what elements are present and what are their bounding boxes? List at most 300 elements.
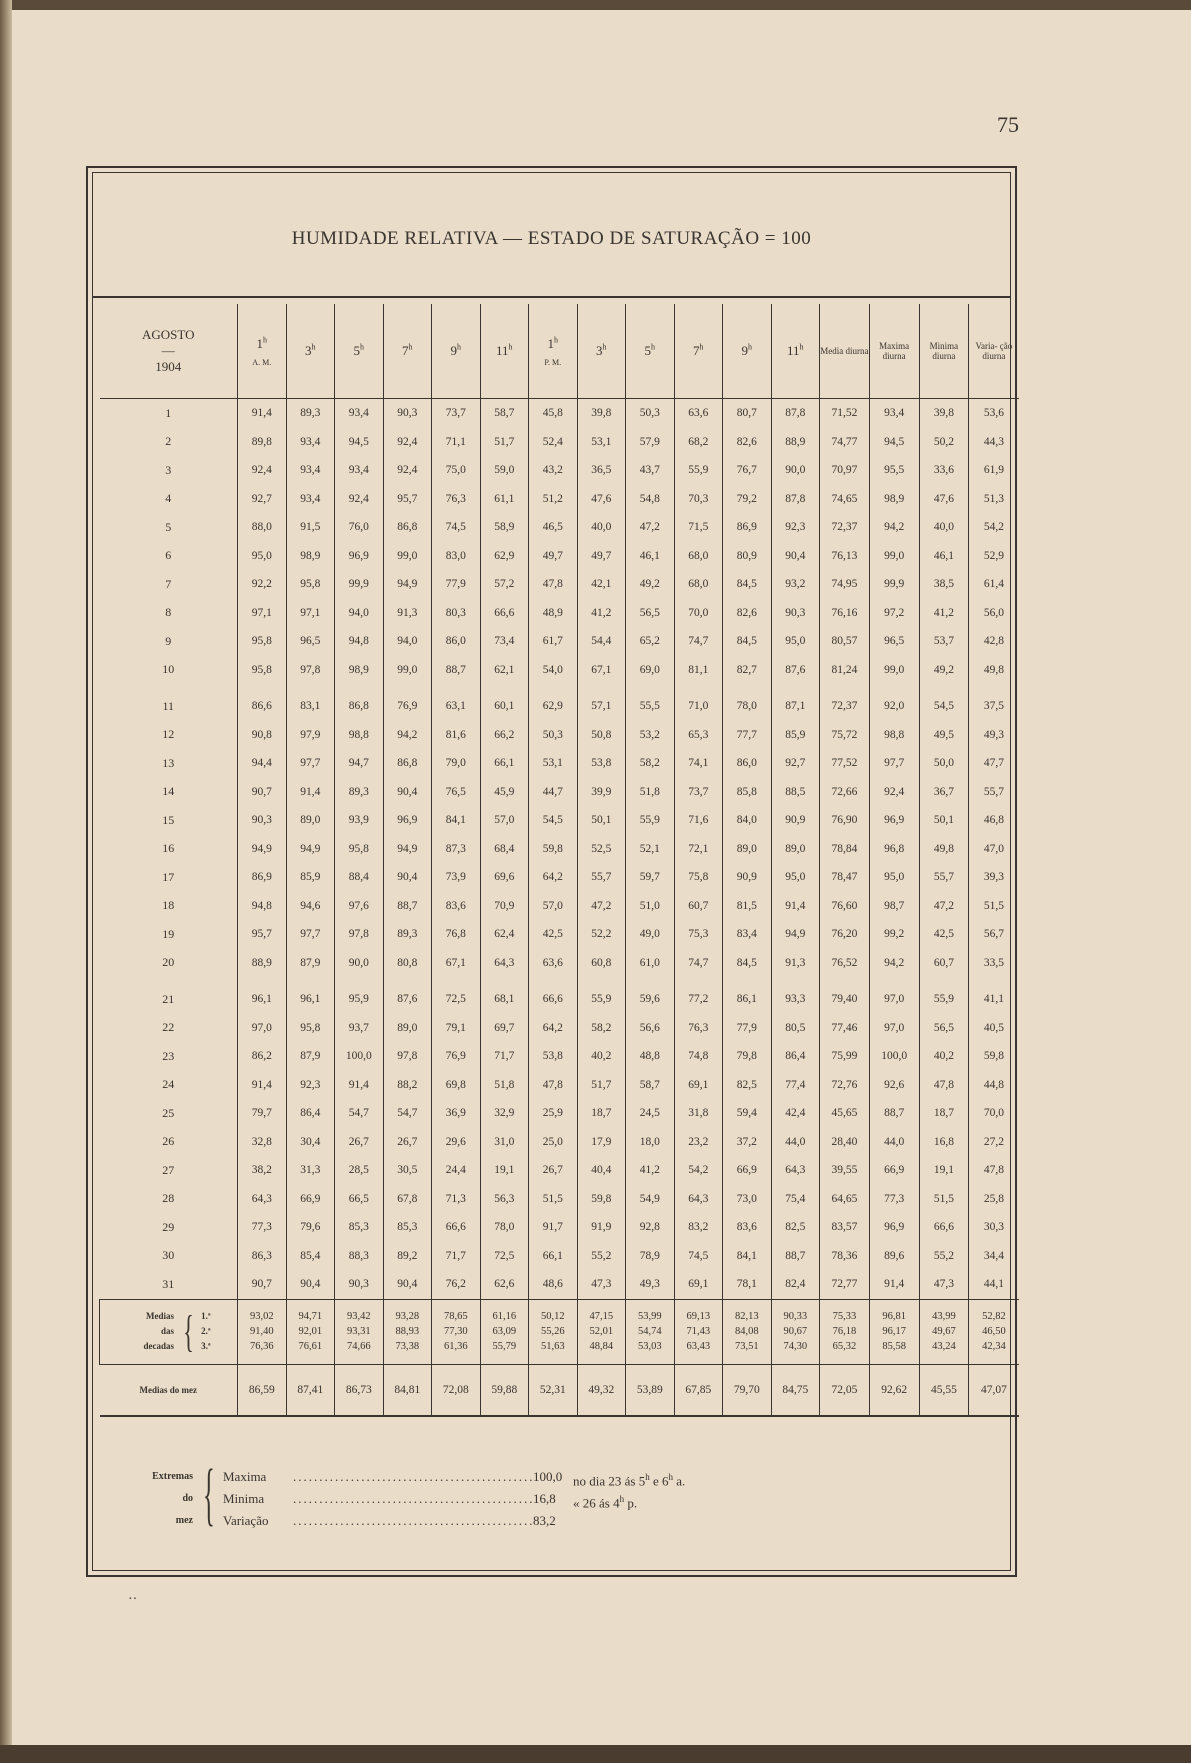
value-cell: 41,2 <box>626 1156 675 1185</box>
value-cell: 96,9 <box>869 806 919 835</box>
extremes-label-line: mez <box>175 1515 193 1526</box>
value-cell: 75,0 <box>432 456 481 485</box>
value-cell: 82,4 <box>771 1270 820 1299</box>
value-cell: 41,2 <box>577 599 626 628</box>
value-cell: 88,9 <box>238 949 287 978</box>
decade-value: 55,26 <box>540 1326 565 1337</box>
value-cell: 86,0 <box>432 627 481 656</box>
value-cell: 79,2 <box>723 485 772 514</box>
value-cell: 73,9 <box>432 863 481 892</box>
value-cell: 86,9 <box>238 863 287 892</box>
value-cell: 83,6 <box>723 1213 772 1242</box>
value-cell: 59,6 <box>626 985 675 1014</box>
value-cell: 90,7 <box>238 1270 287 1299</box>
spacer-cell <box>383 684 432 692</box>
value-cell: 47,6 <box>919 485 969 514</box>
value-cell: 75,72 <box>820 721 870 750</box>
value-cell: 78,9 <box>626 1242 675 1271</box>
value-cell: 61,9 <box>969 456 1019 485</box>
decade-value-cell <box>383 1299 432 1364</box>
year-label: 1904 <box>155 359 182 374</box>
value-cell: 60,7 <box>919 949 969 978</box>
value-cell: 82,6 <box>723 428 772 457</box>
spacer-cell <box>869 977 919 985</box>
value-cell: 42,5 <box>529 920 578 949</box>
value-cell: 61,0 <box>626 949 675 978</box>
spacer-cell <box>286 684 335 692</box>
decade-value: 92,01 <box>298 1326 323 1337</box>
value-cell: 84,5 <box>723 627 772 656</box>
value-cell: 52,9 <box>969 542 1019 571</box>
value-cell: 62,1 <box>480 656 529 685</box>
value-cell: 79,8 <box>723 1042 772 1071</box>
value-cell: 23,2 <box>674 1128 723 1157</box>
value-cell: 95,8 <box>335 835 384 864</box>
day-cell: 24 <box>162 1077 175 1092</box>
value-cell: 86,3 <box>238 1242 287 1271</box>
hour-label: 7$^h$ <box>402 342 413 359</box>
value-cell: 96,5 <box>286 627 335 656</box>
value-cell: 80,8 <box>383 949 432 978</box>
value-cell: 94,2 <box>869 513 919 542</box>
value-cell: 48,6 <box>529 1270 578 1299</box>
value-cell: 51,7 <box>480 428 529 457</box>
value-cell: 97,0 <box>869 1014 919 1043</box>
humidity-table <box>99 304 1019 1417</box>
value-cell: 98,8 <box>869 721 919 750</box>
decade-value: 50,12 <box>540 1311 565 1322</box>
value-cell: 89,3 <box>335 778 384 807</box>
month-header <box>100 304 238 399</box>
value-cell: 97,6 <box>335 892 384 921</box>
table-row <box>100 863 1019 892</box>
value-cell: 93,3 <box>771 985 820 1014</box>
value-cell: 31,8 <box>674 1099 723 1128</box>
extreme-note: no dia 23 ás 5$^h$ e 6$^h$ a. <box>573 1472 686 1489</box>
value-cell: 91,3 <box>383 599 432 628</box>
value-cell: 98,9 <box>286 542 335 571</box>
value-cell: 55,9 <box>577 985 626 1014</box>
value-cell: 94,6 <box>286 892 335 921</box>
value-cell: 91,4 <box>238 1071 287 1100</box>
value-cell: 85,9 <box>286 863 335 892</box>
value-cell: 92,7 <box>238 485 287 514</box>
day-cell: 31 <box>162 1276 175 1291</box>
value-cell: 54,8 <box>626 485 675 514</box>
value-cell: 49,2 <box>919 656 969 685</box>
value-cell: 44,8 <box>969 1071 1019 1100</box>
value-cell: 87,1 <box>771 692 820 721</box>
value-cell: 72,08 <box>432 1364 481 1416</box>
value-cell: 50,3 <box>529 721 578 750</box>
value-cell: 28,40 <box>820 1128 870 1157</box>
value-cell: 81,6 <box>432 721 481 750</box>
decade-ordinal: 1.ª <box>201 1311 211 1321</box>
decade-value-cell <box>820 1299 870 1364</box>
value-cell: 77,9 <box>723 1014 772 1043</box>
value-cell: 72,05 <box>820 1364 870 1416</box>
decade-words <box>106 1309 174 1354</box>
value-cell: 76,13 <box>820 542 870 571</box>
decade-value: 42,34 <box>982 1341 1006 1352</box>
decade-value-cell <box>674 1299 723 1364</box>
value-cell: 55,7 <box>577 863 626 892</box>
value-cell: 40,2 <box>577 1042 626 1071</box>
decade-value: 74,66 <box>346 1341 371 1352</box>
value-cell: 87,8 <box>771 485 820 514</box>
decade-value-cell <box>577 1299 626 1364</box>
value-cell: 95,7 <box>383 485 432 514</box>
value-cell: 75,4 <box>771 1185 820 1214</box>
day-cell: 6 <box>165 548 172 563</box>
value-cell: 97,1 <box>286 599 335 628</box>
value-cell: 72,66 <box>820 778 870 807</box>
value-cell: 85,4 <box>286 1242 335 1271</box>
value-cell: 84,1 <box>723 1242 772 1271</box>
value-cell: 74,77 <box>820 428 870 457</box>
table-inner-frame <box>92 172 1011 1571</box>
value-cell: 49,7 <box>577 542 626 571</box>
value-cell: 47,3 <box>919 1270 969 1299</box>
day-cell: 7 <box>165 576 172 591</box>
value-cell: 73,7 <box>674 778 723 807</box>
value-cell: 83,1 <box>286 692 335 721</box>
value-cell: 97,2 <box>869 599 919 628</box>
value-cell: 90,4 <box>286 1270 335 1299</box>
value-cell: 86,8 <box>335 692 384 721</box>
decade-value: 51,63 <box>540 1341 565 1352</box>
value-cell: 71,1 <box>432 428 481 457</box>
spacer-cell <box>626 684 675 692</box>
value-cell: 95,5 <box>869 456 919 485</box>
decade-value: 77,30 <box>443 1326 468 1337</box>
decade-value: 76,36 <box>249 1341 274 1352</box>
value-cell: 51,8 <box>626 778 675 807</box>
value-cell: 47,2 <box>919 892 969 921</box>
page-number: 75 <box>997 112 1019 137</box>
value-cell: 84,5 <box>723 570 772 599</box>
value-cell: 87,6 <box>383 985 432 1014</box>
decade-value: 91,40 <box>249 1326 274 1337</box>
table-row <box>100 778 1019 807</box>
hour-header <box>480 304 529 399</box>
value-cell: 39,55 <box>820 1156 870 1185</box>
value-cell: 36,9 <box>432 1099 481 1128</box>
value-cell: 99,0 <box>869 656 919 685</box>
value-cell: 52,1 <box>626 835 675 864</box>
value-cell: 43,2 <box>529 456 578 485</box>
value-cell: 76,60 <box>820 892 870 921</box>
value-cell: 76,2 <box>432 1270 481 1299</box>
value-cell: 19,1 <box>480 1156 529 1185</box>
value-cell: 89,6 <box>869 1242 919 1271</box>
decade-value: 93,31 <box>346 1326 371 1337</box>
value-cell: 36,7 <box>919 778 969 807</box>
value-cell: 90,4 <box>383 778 432 807</box>
decade-value: 43,99 <box>932 1311 956 1322</box>
value-cell: 96,9 <box>335 542 384 571</box>
value-cell: 54,2 <box>969 513 1019 542</box>
table-row <box>100 1242 1019 1271</box>
month-dash: — <box>161 343 175 358</box>
spacer-cell <box>626 977 675 985</box>
day-cell: 23 <box>162 1048 175 1063</box>
day-cell: 19 <box>162 926 175 941</box>
value-cell: 81,24 <box>820 656 870 685</box>
extreme-value: 16,8 <box>533 1491 556 1506</box>
table-row <box>100 542 1019 571</box>
extreme-value: 100,0 <box>533 1469 563 1484</box>
value-cell: 92,0 <box>869 692 919 721</box>
value-cell: 94,5 <box>869 428 919 457</box>
value-cell: 24,5 <box>626 1099 675 1128</box>
value-cell: 53,89 <box>626 1364 675 1416</box>
value-cell: 54,0 <box>529 656 578 685</box>
value-cell: 99,0 <box>383 656 432 685</box>
value-cell: 42,4 <box>771 1099 820 1128</box>
value-cell: 46,5 <box>529 513 578 542</box>
value-cell: 70,9 <box>480 892 529 921</box>
value-cell: 90,0 <box>771 456 820 485</box>
value-cell: 90,4 <box>383 1270 432 1299</box>
hour-header <box>432 304 481 399</box>
value-cell: 53,8 <box>529 1042 578 1071</box>
maxima-diurna-header: Maxima diurna <box>869 304 919 399</box>
spacer-cell <box>919 684 969 692</box>
value-cell: 98,9 <box>335 656 384 685</box>
value-cell: 71,6 <box>674 806 723 835</box>
value-cell: 94,5 <box>335 428 384 457</box>
spacer-cell <box>674 977 723 985</box>
extreme-row <box>223 1466 823 1488</box>
value-cell: 18,7 <box>919 1099 969 1128</box>
spacer-cell <box>100 684 238 692</box>
value-cell: 82,5 <box>723 1071 772 1100</box>
decade-value: 82,13 <box>734 1311 759 1322</box>
value-cell: 69,1 <box>674 1071 723 1100</box>
value-cell: 92,4 <box>869 778 919 807</box>
hour-header <box>577 304 626 399</box>
value-cell: 76,20 <box>820 920 870 949</box>
value-cell: 51,7 <box>577 1071 626 1100</box>
table-row <box>100 721 1019 750</box>
table-row <box>100 570 1019 599</box>
value-cell: 71,3 <box>432 1185 481 1214</box>
spacer-cell <box>723 977 772 985</box>
value-cell: 83,2 <box>674 1213 723 1242</box>
decade-value: 54,74 <box>637 1326 662 1337</box>
value-cell: 74,65 <box>820 485 870 514</box>
value-cell: 93,4 <box>286 456 335 485</box>
value-cell: 97,0 <box>238 1014 287 1043</box>
value-cell: 68,0 <box>674 570 723 599</box>
hour-header <box>286 304 335 399</box>
value-cell: 52,4 <box>529 428 578 457</box>
extreme-label: Maxima <box>223 1469 267 1484</box>
hour-label: 7$^h$ <box>693 342 704 359</box>
value-cell: 85,3 <box>383 1213 432 1242</box>
value-cell: 16,8 <box>919 1128 969 1157</box>
decade-value: 74,30 <box>783 1341 808 1352</box>
value-cell: 48,9 <box>529 599 578 628</box>
value-cell: 86,4 <box>286 1099 335 1128</box>
value-cell: 77,3 <box>238 1213 287 1242</box>
extremes-label <box>113 1466 193 1532</box>
value-cell: 50,3 <box>626 399 675 428</box>
value-cell: 93,7 <box>335 1014 384 1043</box>
decade-value: 69,13 <box>686 1311 711 1322</box>
value-cell: 54,7 <box>383 1099 432 1128</box>
value-cell: 66,9 <box>869 1156 919 1185</box>
value-cell: 43,7 <box>626 456 675 485</box>
value-cell: 95,8 <box>286 1014 335 1043</box>
value-cell: 96,8 <box>869 835 919 864</box>
value-cell: 78,47 <box>820 863 870 892</box>
decade-value: 49,67 <box>932 1326 956 1337</box>
value-cell: 39,3 <box>969 863 1019 892</box>
value-cell: 94,7 <box>335 749 384 778</box>
day-cell: 26 <box>162 1134 175 1149</box>
value-cell: 64,2 <box>529 1014 578 1043</box>
day-cell: 13 <box>162 755 175 770</box>
value-cell: 61,4 <box>969 570 1019 599</box>
value-cell: 60,8 <box>577 949 626 978</box>
media-diurna-header: Media diurna <box>820 304 870 399</box>
leader-dots: .............................................. <box>293 1513 535 1528</box>
value-cell: 89,2 <box>383 1242 432 1271</box>
value-cell: 77,9 <box>432 570 481 599</box>
value-cell: 96,9 <box>383 806 432 835</box>
value-cell: 66,9 <box>723 1156 772 1185</box>
value-cell: 83,4 <box>723 920 772 949</box>
value-cell: 74,95 <box>820 570 870 599</box>
hour-label: 9$^h$ <box>741 342 752 359</box>
value-cell: 88,0 <box>238 513 287 542</box>
value-cell: 59,8 <box>969 1042 1019 1071</box>
value-cell: 62,4 <box>480 920 529 949</box>
value-cell: 76,90 <box>820 806 870 835</box>
value-cell: 40,5 <box>969 1014 1019 1043</box>
value-cell: 79,70 <box>723 1364 772 1416</box>
value-cell: 71,0 <box>674 692 723 721</box>
variacao-diurna-header: Varia- ção diurna <box>969 304 1019 399</box>
value-cell: 66,2 <box>480 721 529 750</box>
value-cell: 59,8 <box>577 1185 626 1214</box>
value-cell: 76,3 <box>674 1014 723 1043</box>
value-cell: 73,7 <box>432 399 481 428</box>
value-cell: 95,0 <box>771 627 820 656</box>
decade-value: 76,61 <box>298 1341 323 1352</box>
value-cell: 87,6 <box>771 656 820 685</box>
value-cell: 49,8 <box>919 835 969 864</box>
value-cell: 95,0 <box>771 863 820 892</box>
decade-value: 61,16 <box>492 1311 517 1322</box>
decade-value: 63,43 <box>686 1341 711 1352</box>
day-cell: 10 <box>162 662 175 677</box>
value-cell: 79,1 <box>432 1014 481 1043</box>
value-cell: 51,5 <box>919 1185 969 1214</box>
value-cell: 87,41 <box>286 1364 335 1416</box>
value-cell: 40,0 <box>577 513 626 542</box>
value-cell: 68,2 <box>674 428 723 457</box>
value-cell: 95,7 <box>238 920 287 949</box>
value-cell: 92,62 <box>869 1364 919 1416</box>
decade-label-cell <box>100 1299 238 1364</box>
decade-value: 73,38 <box>395 1341 420 1352</box>
value-cell: 58,2 <box>577 1014 626 1043</box>
value-cell: 74,8 <box>674 1042 723 1071</box>
value-cell: 65,2 <box>626 627 675 656</box>
value-cell: 99,9 <box>869 570 919 599</box>
value-cell: 58,2 <box>626 749 675 778</box>
value-cell: 40,2 <box>919 1042 969 1071</box>
table-row <box>100 920 1019 949</box>
value-cell: 93,4 <box>335 399 384 428</box>
value-cell: 59,8 <box>529 835 578 864</box>
spacer-cell <box>432 977 481 985</box>
day-cell: 30 <box>162 1248 175 1263</box>
value-cell: 78,36 <box>820 1242 870 1271</box>
table-row <box>100 485 1019 514</box>
value-cell: 25,0 <box>529 1128 578 1157</box>
table-row <box>100 1156 1019 1185</box>
value-cell: 77,52 <box>820 749 870 778</box>
value-cell: 51,3 <box>969 485 1019 514</box>
pm-label: P. M. <box>544 357 562 367</box>
value-cell: 50,0 <box>919 749 969 778</box>
decade-value: 90,33 <box>783 1311 808 1322</box>
value-cell: 73,4 <box>480 627 529 656</box>
day-cell: 28 <box>162 1191 175 1206</box>
value-cell: 84,75 <box>771 1364 820 1416</box>
decade-value: 85,58 <box>882 1341 906 1352</box>
value-cell: 77,4 <box>771 1071 820 1100</box>
value-cell: 76,9 <box>383 692 432 721</box>
value-cell: 52,31 <box>529 1364 578 1416</box>
value-cell: 41,1 <box>969 985 1019 1014</box>
value-cell: 68,4 <box>480 835 529 864</box>
value-cell: 79,7 <box>238 1099 287 1128</box>
decade-ordinal: 2.ª <box>201 1326 211 1336</box>
value-cell: 52,5 <box>577 835 626 864</box>
value-cell: 72,77 <box>820 1270 870 1299</box>
decade-label-line: decadas <box>143 1341 174 1351</box>
decade-value: 73,51 <box>734 1341 759 1352</box>
value-cell: 56,0 <box>969 599 1019 628</box>
day-cell: 5 <box>165 519 172 534</box>
value-cell: 86,8 <box>383 749 432 778</box>
value-cell: 53,7 <box>919 627 969 656</box>
decade-value-cell <box>529 1299 578 1364</box>
value-cell: 37,5 <box>969 692 1019 721</box>
value-cell: 30,5 <box>383 1156 432 1185</box>
value-cell: 90,9 <box>723 863 772 892</box>
value-cell: 90,3 <box>383 399 432 428</box>
value-cell: 72,5 <box>480 1242 529 1271</box>
value-cell: 95,9 <box>335 985 384 1014</box>
decade-value-cell <box>432 1299 481 1364</box>
value-cell: 49,7 <box>529 542 578 571</box>
value-cell: 66,6 <box>480 599 529 628</box>
table-row <box>100 806 1019 835</box>
value-cell: 72,37 <box>820 692 870 721</box>
spacer-cell <box>238 977 287 985</box>
value-cell: 49,3 <box>626 1270 675 1299</box>
value-cell: 66,5 <box>335 1185 384 1214</box>
value-cell: 72,1 <box>674 835 723 864</box>
value-cell: 31,0 <box>480 1128 529 1157</box>
leader-dots: .............................................. <box>293 1491 535 1506</box>
